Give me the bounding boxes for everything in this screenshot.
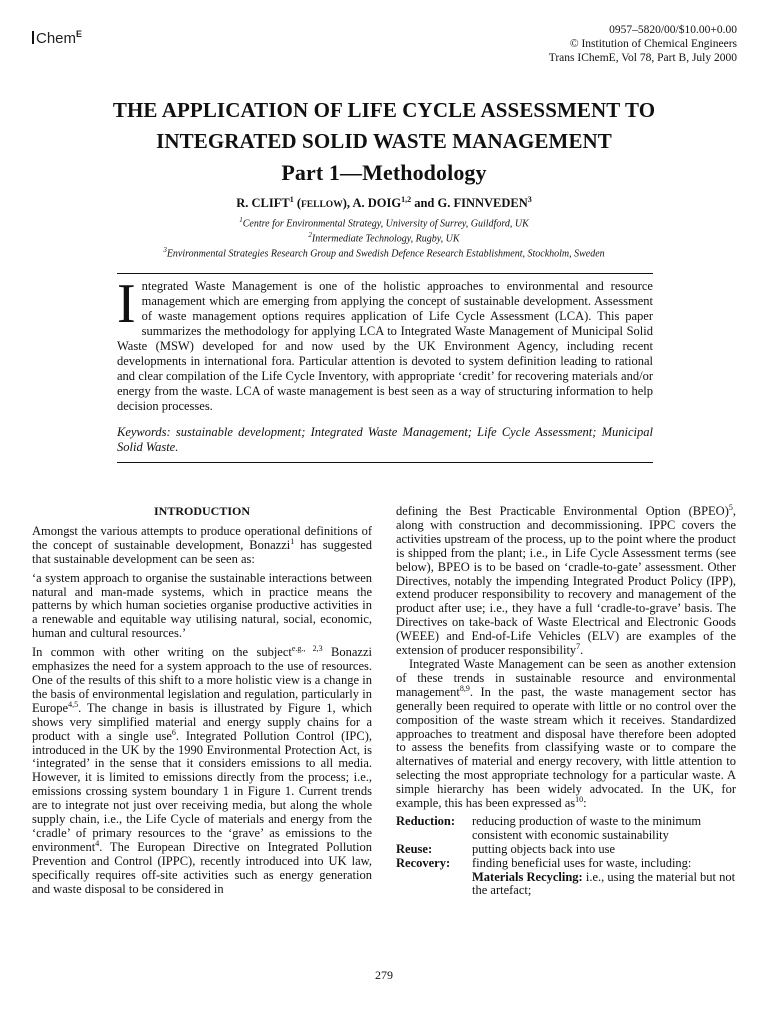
paper-title (40, 95, 728, 188)
author-2-sup: 1,2 (401, 195, 412, 204)
hierarchy-term-reduction: Reduction: (396, 813, 456, 828)
hierarchy-desc-reuse: putting objects back into use (472, 841, 616, 856)
intro-paragraph-3 (32, 646, 372, 896)
affiliations (40, 215, 728, 259)
hierarchy-desc-recovery: finding beneficial uses for waste, including: (472, 855, 692, 870)
right-p1-text-c: . (580, 643, 584, 658)
author-3-sup: 3 (527, 195, 532, 204)
hierarchy-term-reuse: Reuse: (396, 841, 433, 856)
intro-p3-text-a: In common with other writing on the subject (32, 645, 292, 660)
affiliation-3-sup: 3 (163, 245, 167, 254)
author-conjunction: and (414, 196, 435, 211)
logo-bar-icon (32, 31, 34, 44)
intro-p3-text-e: . The European Directive on Integrated Pollution Prevention and Control (IPPC), recently introduced into UK law, specifically requires off-site activities such as energy generation and waste disposal to be considered in (32, 839, 372, 896)
citation-sup: 8,9 (459, 683, 470, 693)
page-number: 279 (375, 968, 393, 982)
intro-p3-text-c: . The change in basis is illustrated by Figure 1, which shows very simplified material and energy supply chains for a product with a single use (32, 700, 372, 743)
author-list: R. CLIFT$^1$ (FELLOW), A. DOIG$^{1,2}$ and G. FINNVEDEN$^3$ (236, 195, 532, 211)
copyright-line: © Institution of Chemical Engineers (569, 38, 737, 50)
author-1-fellow: FELLOW (301, 200, 343, 211)
affiliation-3 (40, 245, 728, 260)
affiliation-2 (40, 230, 728, 245)
section-heading-introduction: INTRODUCTION (153, 504, 250, 518)
logo-text: Chem (36, 30, 77, 47)
right-paragraph-2 (396, 658, 736, 811)
abstract-text (117, 273, 653, 414)
right-paragraph-1 (396, 502, 736, 658)
author-3: G. FINNVEDEN (437, 196, 528, 211)
right-p1-text-a: defining the Best Practicable Environmental Option (BPEO) (396, 504, 729, 518)
subitem-desc: i.e., using the material but not the artefact; (472, 869, 736, 898)
affiliation-3-text: Environmental Strategies Research Group and Swedish Defence Research Establishment, Stockholm, Sweden (166, 247, 605, 259)
author-2: A. DOIG (352, 196, 402, 211)
intro-p1-text-b: has suggested that sustainable development can be seen as: (32, 537, 372, 566)
citation-sup: 5 (728, 502, 733, 512)
subitem-term: Materials Recycling: (472, 869, 583, 884)
logo-superscript: E (76, 29, 83, 39)
citation-sup: e.g., 2,3 (291, 644, 323, 653)
intro-p3-text-d: . Integrated Pollution Control (IPC), introduced in the UK by the 1990 Environmental Protection Act, is ‘integrated’ in the sense that it considers emissions to all media. However, it is limited to emissions directly from the process; i.e., emissions crossing system boundary 1 in Figure 1. Current trends are to integrate not just over receiving media, but along the whole supply chain, i.e., the Life Cycle of materials and energy from the ‘cradle’ of primary resources to the ‘grave’ as emissions to the environment (32, 728, 372, 854)
citation-sup: 4,5 (68, 699, 79, 709)
bonazzi-quote: ‘a system approach to organise the sustainable interactions between natural and man-made systems, which in practice means the patterns by which human societies organise productive activities in a renewable and equitable way utilising natural, social, economic, human and cultural resources.’ (32, 570, 372, 641)
abstract-box (117, 273, 653, 463)
price-line: 0957–5820/00/$10.00+0.00 (609, 24, 737, 36)
hierarchy-term-recovery: Recovery: (396, 855, 451, 870)
hierarchy-spacer (396, 871, 472, 899)
title-line-3: Part 1—Methodology (281, 160, 487, 185)
right-column (396, 502, 736, 898)
intro-p1-text-a: Amongst the various attempts to produce operational definitions of the concept of sustainable development, Bonazzi (32, 523, 372, 552)
intro-p3-text-b: Bonazzi emphasizes the need for a system approach to the use of resources. One of the results of this shift to a more holistic view is a change in the basis of environmental legislation and regulation, particularly in Europe (32, 645, 372, 715)
affiliation-2-text: Intermediate Technology, Rugby, UK (311, 233, 460, 245)
citation-sup: 7 (576, 641, 581, 651)
hierarchy-desc-reduction: reducing production of waste to the minimum consistent with economic sustainability (472, 813, 702, 842)
author-1-sup: 1 (289, 195, 294, 204)
title-line-2: INTEGRATED SOLID WASTE MANAGEMENT (156, 129, 612, 153)
affiliation-1-sup: 1 (239, 216, 243, 224)
right-p2-text-c: : (583, 796, 587, 811)
citation-sup: 1 (290, 536, 295, 546)
journal-line: Trans IChemE, Vol 78, Part B, July 2000 (548, 52, 737, 64)
intro-paragraph-1 (32, 525, 372, 567)
abstract-dropcap: I (117, 273, 136, 335)
title-line-1: THE APPLICATION OF LIFE CYCLE ASSESSMENT TO (112, 98, 656, 122)
affiliation-2-sup: 2 (308, 230, 312, 239)
left-column (32, 505, 372, 896)
right-p2-text-b: . In the past, the waste management sector has generally been required to operate with little or no control over the composition of the waste stream which it receives. Standardized approaches to treatment and disposal have therefore been adopted to assess the benefits from classifying waste or to compare the alternatives of material and energy recovery, with little attention to selecting the most appropriate technology for a particular waste. A simple hierarchy has been widely advocated. In the UK, for example, this has been expressed as (396, 684, 736, 811)
right-p1-text-b: , along with construction and decommissioning. IPPC covers the activities upstream of the process, up to the point where the product is shipped from the plant; i.e., in Life Cycle Assessment terms (see below), BPEO is to be based on ‘cradle-to-gate’ assessment. Other Directives, notably the impending Integrated Product Policy (IPP), extend producer responsibility to recovery and management of the product after use; i.e., they have a full ‘cradle-to-grave’ basis. The Directives on take-back of Waste Electrical and Electronic Goods (WEEE) and End-of-Life Vehicles (ELV) are examples of the extension of producer responsibility (396, 504, 736, 658)
publication-info (549, 23, 737, 65)
right-p2-text-a: Integrated Waste Management can be seen as another extension of these trends in sustainable resource and environmental management (396, 656, 736, 699)
affiliation-1 (40, 215, 728, 230)
abstract-body: ntegrated Waste Management is one of the holistic approaches to environmental and resource management which are emerging from applying the concept of sustainable development. Assessment of waste management options requires application of Life Cycle Assessment (LCA). This paper summarizes the methodology for applying LCA to Integrated Waste Management of Municipal Solid Waste (MSW) developed for and now used by the UK Environment Agency, including recent developments in international fora. Particular attention is devoted to system definition leading to rational and clear compilation of the Life Cycle Inventory, with appropriate ‘credit’ for recovering materials and/or energy from the waste. LCA of waste management is best seen as a way of structuring information to help decision processes. (117, 279, 653, 413)
waste-hierarchy-list (396, 815, 736, 898)
ichem-logo (32, 29, 82, 47)
citation-sup: 6 (171, 727, 176, 737)
affiliation-1-text: Centre for Environmental Strategy, University of Surrey, Guildford, UK (242, 218, 529, 230)
keywords: Keywords: sustainable development; Integrated Waste Management; Life Cycle Assessment; Municipal Solid Waste. (117, 425, 653, 454)
citation-sup: 4 (95, 838, 100, 848)
hierarchy-subitem-materials-recycling (472, 871, 736, 899)
citation-sup: 10 (575, 794, 584, 804)
author-1: R. CLIFT (236, 196, 290, 211)
